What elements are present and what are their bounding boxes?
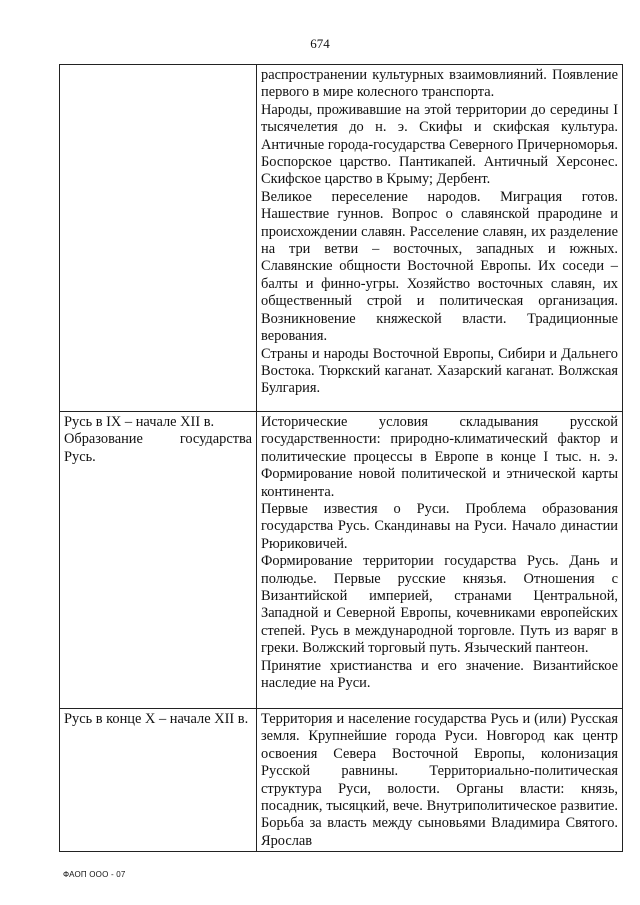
curriculum-table <box>59 64 623 852</box>
content-paragraph: Территория и население государства Русь и (или) Русская земля. Крупнейшие города Руси. Новгород как центр освоения Севера Восточной Европы, колонизация Русской равнины. Территориально-политическая структура Руси, волости. Органы власти: князь, посадник, тысяцкий, вече. Внутриполитическое развитие. Борьба за власть между сыновьями Владимира Святого. Ярослав <box>261 711 618 849</box>
topic-title: Русь в конце X – начале XII в. <box>64 711 249 727</box>
content-paragraph: Формирование территории государства Русь. Дань и полюдье. Первые русские князья. Отношения с Византийской империей, странами Центральной, Западной и Северной Европы, кочевниками европейских степей. Русь в международной торговле. Путь из варяг в греки. Волжский торговый путь. Языческий пантеон. <box>261 553 618 657</box>
table-row <box>60 412 623 709</box>
content-paragraph: Исторические условия складывания русской государственности: природно-климатический фактор и политические процессы в Европе в конце I тыс. н. э. Формирование новой политической и этнической карты континента. <box>261 414 618 500</box>
document-footer: ФАОП ООО - 07 <box>63 870 126 879</box>
content-paragraph: Принятие христианства и его значение. Византийское наследие на Руси. <box>261 657 618 692</box>
content-paragraph: Великое переселение народов. Миграция готов. Нашествие гуннов. Вопрос о славянской прародине и происхождении славян. Расселение славян, их разделение на три ветви – восточных, западных и южных. Славянские общности Восточной Европы. Их соседи – балты и финно-угры. Хозяйство восточных славян, их общественный строй и политическая организация. Возникновение княжеской власти. Традиционные верования. <box>261 188 618 345</box>
content-paragraph: распространении культурных взаимовлияний. Появление первого в мире колесного транспорта. <box>261 67 618 101</box>
content-paragraph: Первые известия о Руси. Проблема образования государства Русь. Скандинавы на Руси. Начало династии Рюриковичей. <box>261 501 618 552</box>
page-number: 674 <box>310 36 330 51</box>
content-cell <box>257 412 623 709</box>
topic-title: Русь в IX – начале XII в. <box>64 414 215 430</box>
topic-cell <box>60 709 257 852</box>
content-paragraph: Страны и народы Восточной Европы, Сибири и Дальнего Востока. Тюркский каганат. Хазарский каганат. Волжская Булгария. <box>261 345 618 397</box>
topic-subtitle: Образование государства Русь. <box>64 431 252 465</box>
content-paragraph: Народы, проживавшие на этой территории до середины I тысячелетия до н. э. Скифы и скифская культура. Античные города-государства Северного Причерноморья. Боспорское царство. Пантикапей. Античный Херсонес. Скифское царство в Крыму; Дербент. <box>261 101 618 188</box>
content-cell <box>257 709 623 852</box>
table-row <box>60 709 623 852</box>
topic-cell <box>60 65 257 412</box>
content-cell <box>257 65 623 412</box>
topic-cell <box>60 412 257 709</box>
table-row <box>60 65 623 412</box>
